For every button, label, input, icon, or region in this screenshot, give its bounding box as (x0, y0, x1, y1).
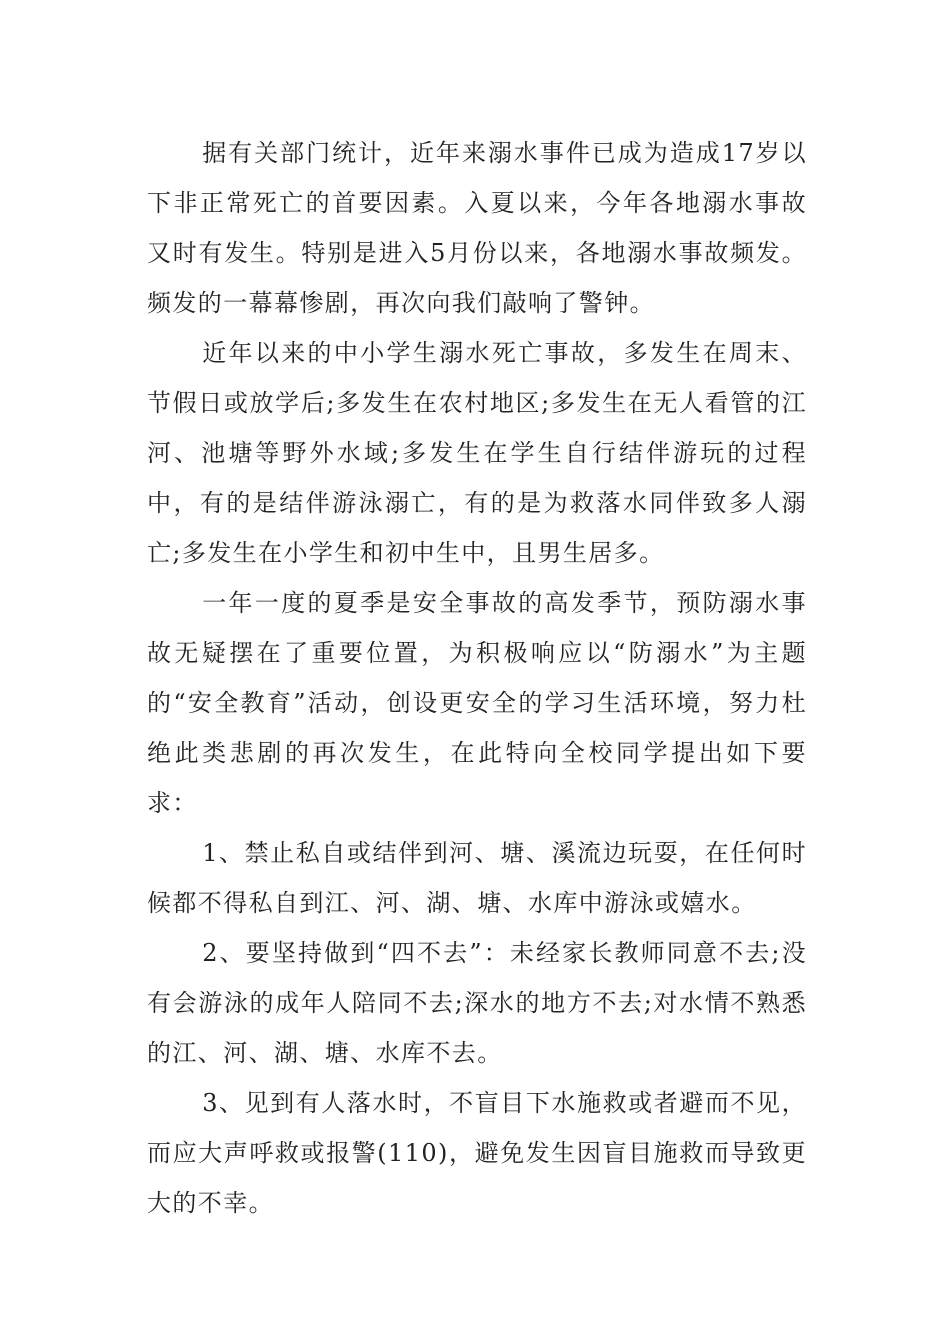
document-body (147, 128, 807, 1228)
paragraph-rule-2: 2、要坚持做到“四不去”：未经家长教师同意不去;没有会游泳的成年人陪同不去;深水的地方不去;对水情不熟悉的江、河、湖、塘、水库不去。 (147, 939, 807, 1067)
paragraph-summer-safety: 一年一度的夏季是安全事故的高发季节，预防溺水事故无疑摆在了重要位置，为积极响应以“防溺水”为主题的“安全教育”活动，创设更安全的学习生活环境，努力杜绝此类悲剧的再次发生，在此特向全校同学提出如下要求： (147, 589, 807, 817)
paragraph-rule-1: 1、禁止私自或结伴到河、塘、溪流边玩耍，在任何时候都不得私自到江、河、湖、塘、水库中游泳或嬉水。 (147, 839, 807, 917)
paragraph-accident-patterns: 近年以来的中小学生溺水死亡事故，多发生在周末、节假日或放学后;多发生在农村地区;多发生在无人看管的江河、池塘等野外水域;多发生在学生自行结伴游玩的过程中，有的是结伴游泳溺亡，有的是为救落水同伴致多人溺亡;多发生在小学生和初中生中，且男生居多。 (147, 339, 807, 567)
paragraph-statistics: 据有关部门统计，近年来溺水事件已成为造成17岁以下非正常死亡的首要因素。入夏以来，今年各地溺水事故又时有发生。特别是进入5月份以来，各地溺水事故频发。频发的一幕幕惨剧，再次向我们敲响了警钟。 (147, 139, 807, 317)
paragraph-rule-3: 3、见到有人落水时，不盲目下水施救或者避而不见，而应大声呼救或报警(110)，避免发生因盲目施救而导致更大的不幸。 (147, 1089, 807, 1217)
